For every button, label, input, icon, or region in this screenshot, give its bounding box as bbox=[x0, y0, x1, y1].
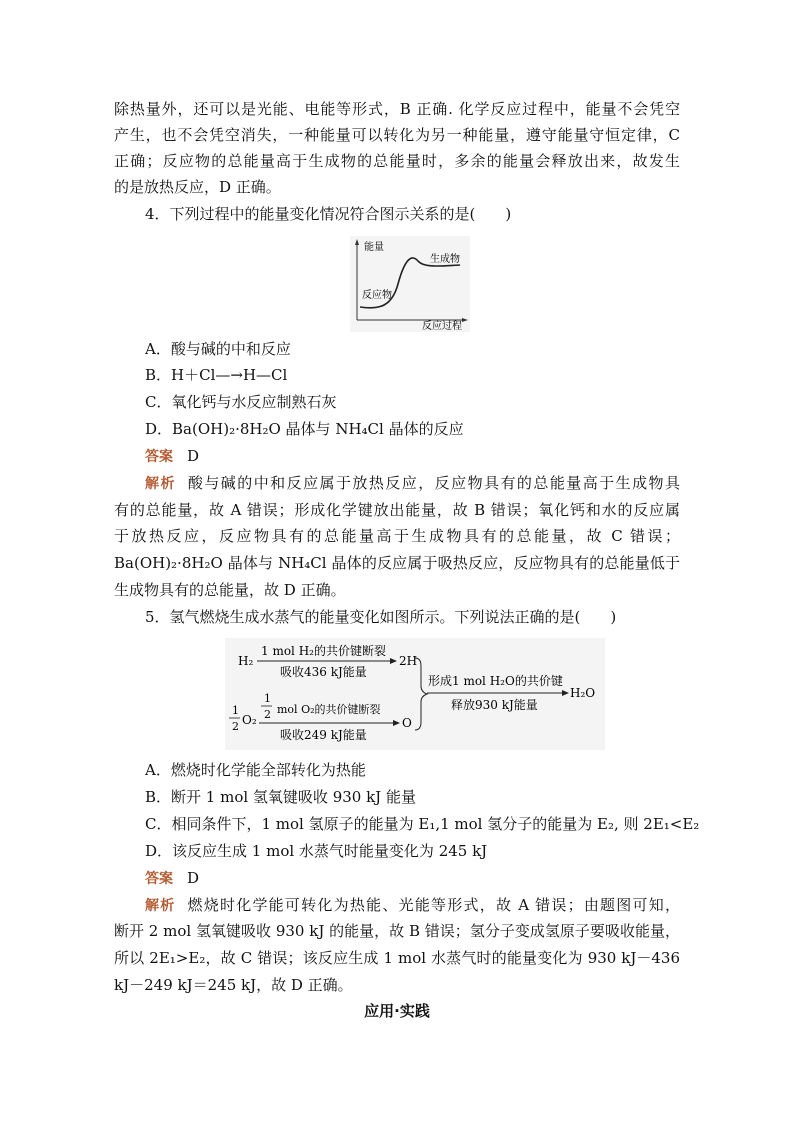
q4-energy-diagram bbox=[350, 236, 470, 332]
q4-option-a: A．酸与碱的中和反应 bbox=[145, 340, 291, 358]
q4-analysis-label: 解析 bbox=[145, 476, 176, 492]
q4-analysis-line-1 bbox=[145, 470, 680, 497]
q4-option-d: D．Ba(OH)₂·8H₂O 晶体与 NH₄Cl 晶体的反应 bbox=[145, 420, 464, 438]
q4-analysis-line-4: Ba(OH)₂·8H₂O 晶体与 NH₄Cl 晶体的反应属于吸热反应，反应物具有的总能量低于 bbox=[114, 554, 680, 572]
q5-o2-label: O₂ bbox=[242, 713, 257, 727]
q4-option-c: C．氧化钙与水反应制熟石灰 bbox=[145, 393, 337, 411]
q5-o2-coef-num: 1 bbox=[232, 704, 239, 717]
q5-h2-absorb-label: 吸收436 kJ能量 bbox=[280, 665, 367, 679]
q5-o2-break-num: 1 bbox=[264, 692, 271, 705]
q4-option-b: B．H＋Cl—→H—Cl bbox=[145, 366, 288, 384]
intro-line-2: 产生，也不会凭空消失，一种能量可以转化为另一种能量，遵守能量守恒定律，C bbox=[114, 126, 680, 144]
q5-2h-label: 2H bbox=[399, 654, 418, 668]
q5-stem: 5．氢气燃烧生成水蒸气的能量变化如图所示。下列说法正确的是( ) bbox=[145, 608, 617, 626]
q5-form-bond-label: 形成1 mol H₂O的共价键 bbox=[428, 674, 563, 688]
q5-water-label: H₂O bbox=[570, 686, 596, 700]
q5-answer bbox=[145, 865, 680, 892]
q5-o2-absorb-label: 吸收249 kJ能量 bbox=[280, 728, 367, 742]
q5-o2-break-label: mol O₂的共价键断裂 bbox=[277, 703, 381, 716]
q5-option-a: A．燃烧时化学能全部转化为热能 bbox=[145, 761, 366, 779]
q5-analysis-line-2: 断开 2 mol 氢氧键吸收 930 kJ 的能量，故 B 错误；氢分子变成氢原子要吸收能量， bbox=[114, 922, 680, 940]
q4-x-axis-label: 反应过程 bbox=[422, 321, 462, 332]
q5-answer-label: 答案 bbox=[145, 871, 173, 887]
q5-o-label: O bbox=[402, 716, 412, 730]
q4-reactant-label: 反应物 bbox=[362, 290, 392, 301]
q5-release-label: 释放930 kJ能量 bbox=[451, 698, 538, 712]
q4-answer-value: D bbox=[187, 447, 200, 465]
intro-line-1: 除热量外，还可以是光能、电能等形式，B 正确. 化学反应过程中，能量不会凭空 bbox=[114, 100, 680, 118]
q5-answer-value: D bbox=[187, 869, 200, 887]
intro-line-4: 的是放热反应，D 正确。 bbox=[114, 178, 281, 196]
q4-answer-label: 答案 bbox=[145, 449, 173, 465]
q5-h2-label: H₂ bbox=[238, 654, 254, 668]
q4-analysis-line-5: 生成物具有的总能量，故 D 正确。 bbox=[114, 581, 346, 599]
q5-o2-coef-den: 2 bbox=[232, 720, 239, 733]
q4-analysis-line-3: 于放热反应，反应物具有的总能量高于生成物具有的总能量，故 C 错误； bbox=[114, 527, 680, 545]
q5-analysis-line-4: kJ－249 kJ＝245 kJ，故 D 正确。 bbox=[114, 976, 353, 994]
q5-energy-flow-diagram bbox=[225, 638, 605, 750]
intro-line-3: 正确；反应物的总能量高于生成物的总能量时，多余的能量会释放出来，故发生 bbox=[114, 152, 680, 170]
q5-analysis-text-1: 燃烧时化学能可转化为热能、光能等形式，故 A 错误；由题图可知， bbox=[187, 896, 680, 914]
q4-product-label: 生成物 bbox=[430, 254, 460, 265]
q5-o2-break-den: 2 bbox=[264, 708, 271, 721]
q5-option-b: B．断开 1 mol 氢氧键吸收 930 kJ 能量 bbox=[145, 788, 416, 806]
q4-analysis-text-1: 酸与碱的中和反应属于放热反应，反应物具有的总能量高于生成物具 bbox=[187, 474, 680, 492]
q4-stem: 4．下列过程中的能量变化情况符合图示关系的是( ) bbox=[145, 205, 512, 223]
q5-analysis-line-3: 所以 2E₁>E₂，故 C 错误；该反应生成 1 mol 水蒸气时的能量变化为 930 kJ－436 bbox=[114, 949, 680, 967]
section-heading: 应用·实践 bbox=[364, 1002, 430, 1020]
q5-option-d: D．该反应生成 1 mol 水蒸气时能量变化为 245 kJ bbox=[145, 842, 488, 860]
q5-analysis-line-1 bbox=[145, 892, 680, 919]
q5-analysis-label: 解析 bbox=[145, 898, 176, 914]
q5-h2-break-label: 1 mol H₂的共价键断裂 bbox=[261, 644, 386, 658]
q4-y-axis-label: 能量 bbox=[364, 242, 384, 253]
q4-analysis-line-2: 有的总能量，故 A 错误；形成化学键放出能量，故 B 错误；氧化钙和水的反应属 bbox=[114, 501, 680, 519]
q4-answer bbox=[145, 443, 680, 470]
q5-option-c: C．相同条件下，1 mol 氢原子的能量为 E₁,1 mol 氢分子的能量为 E₂, 则 2E₁<E₂ bbox=[145, 815, 700, 833]
